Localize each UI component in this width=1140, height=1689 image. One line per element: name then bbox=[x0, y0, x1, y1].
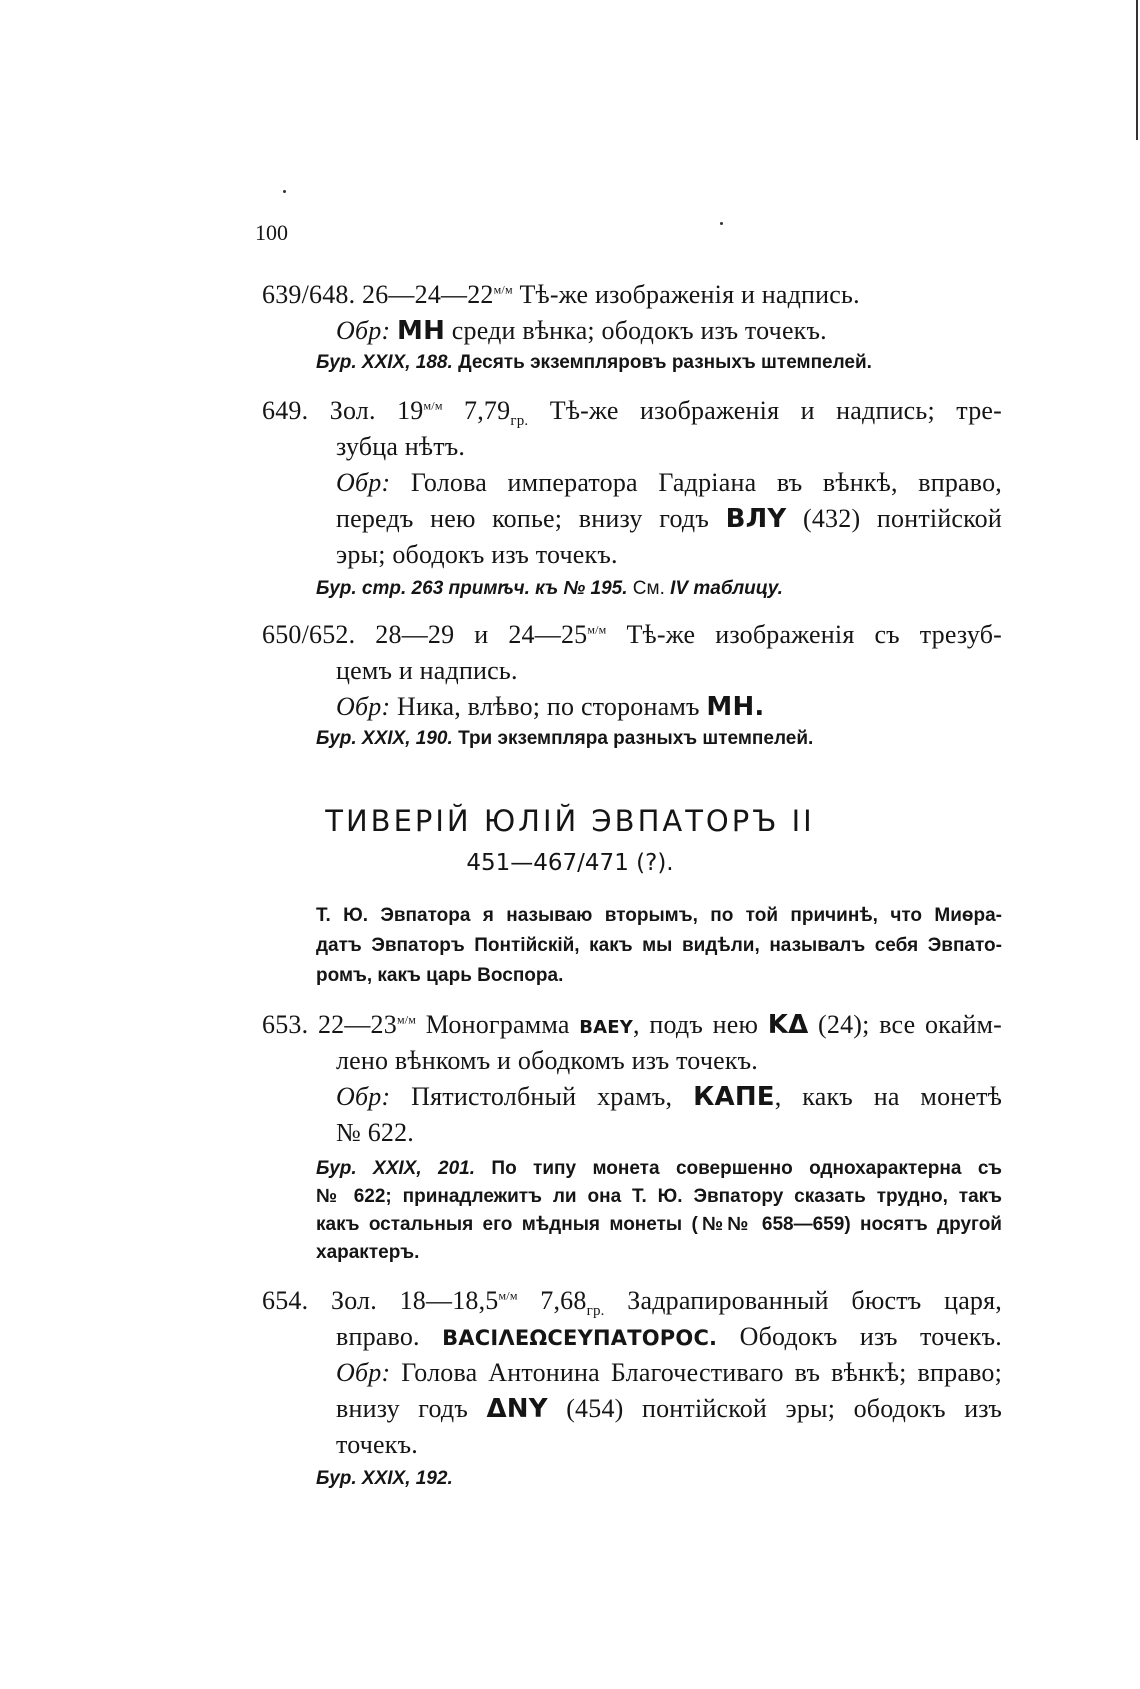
reference-line: Бур. стр. 263 примѣч. къ № 195. См. IV таблицу. bbox=[316, 578, 783, 599]
page-number: 100 bbox=[255, 220, 288, 245]
entry-number: 650/652. bbox=[262, 620, 356, 649]
intro-line: Т. Ю. Эвпатора я называю вторымъ, по той причинѣ, что Миѳра- bbox=[316, 905, 1002, 926]
entry-line: 639/648. $26—24—22^{м/м}$ Тѣ-же изображенія и надпись. bbox=[262, 280, 860, 309]
entry-number: 654. bbox=[262, 1286, 309, 1315]
year-monogram: ΔΝΥ bbox=[486, 1394, 548, 1424]
entry-line: 650/652. 28—29 и $24—25^{м/м}$ Тѣ-же изображенія съ трезуб- bbox=[262, 620, 1002, 649]
coin-legend: ΒΑCΙΛΕΩCΕΥΠΑΤΟΡΟC. bbox=[442, 1326, 718, 1350]
entry-line: 654. Зол. $18—18,5^{м/м}$ $7,68_{гр.}$ Задрапированный бюстъ царя, bbox=[262, 1286, 1002, 1320]
monogram: МН. bbox=[706, 692, 765, 722]
scan-edge-line bbox=[1136, 0, 1138, 140]
obverse-line: Обр: Пятистолбный храмъ, КАПЕ, какъ на монетѣ bbox=[336, 1082, 1003, 1112]
section-title: ТИВЕРІЙ ЮЛІЙ ЭВПАТОРЪ II bbox=[325, 804, 815, 838]
book-page: 100 639/648. $26—24—22^{м/м}$ Тѣ-же изображенія и надпись. Обр: МН среди вѣнка; ободокъ изъ точекъ. Бур. XXIX, 188. Десять экземпляровъ разныхъ штемпелей. 649. Зол. $19^{м/м}$ $7,79_{гр.}$ Тѣ-же изображенія и надпись; тре- зубца нѣтъ. Обр: Голова императора Гадріана въ вѣнкѣ, вправо, передъ нею копье; внизу годъ ВЛY (432) понтійской эры; ободокъ изъ точекъ. Бур. стр. 263 примѣч. къ № 195. См. IV таблицу. 650/652. 28—29 и $24—25^{м/м}$ Тѣ-же изображенія съ трезуб- цемъ и надпись. Обр: Ника, влѣво; по сторонамъ МН. Бур. XXIX, 190. Три экземпляра разныхъ штемпелей. ТИВЕРІЙ ЮЛІЙ ЭВПАТОРЪ II 451—467/471 (?). Т. Ю. Эвпатора я называю вторымъ, по той причинѣ, что Миѳра- датъ Эвпаторъ Понтійскій, какъ мы видѣли, называлъ себя Эвпато- ромъ, какъ царь Воспора. 653. $22—23^{м/м}$ Монограмма ΒΑΕΥ, подъ нею ΚΔ (24); все окайм- лено вѣнкомъ и ободкомъ изъ точекъ. Обр: Пятистолбный храмъ, КАПЕ, какъ на монетѣ № 622. Бур. XXIX, 201. По типу монета совершенно однохарактерна съ № 622; принадлежитъ ли она Т. Ю. Эвпатору сказать трудно, такъ какъ остальныя его мѣдныя монеты (№№ 658—659) носятъ другой характеръ. 654. Зол. $18—18,5^{м/м}$ $7,68_{гр.}$ Задрапированный бюстъ царя, вправо. ΒΑCΙΛΕΩCΕΥΠΑΤΟΡΟC. Ободокъ изъ точекъ. Обр: Голова Антонина Благочестиваго въ вѣнкѣ; вправо; внизу годъ ΔΝΥ (454) понтійской эры; ободокъ изъ точекъ. Бур. XXIX, 192. bbox=[0, 0, 1140, 1689]
year-monogram: ВЛY bbox=[725, 504, 787, 534]
reference-line: Бур. XXIX, 201. По типу монета совершенно однохарактерна съ bbox=[316, 1158, 1002, 1179]
obverse-line: Обр: Ника, влѣво; по сторонамъ МН. bbox=[336, 692, 765, 722]
section-years: 451—467/471 (?). bbox=[466, 850, 674, 876]
entry-number: 653. bbox=[262, 1010, 309, 1039]
entry-line: 649. Зол. $19^{м/м}$ $7,79_{гр.}$ Тѣ-же изображенія и надпись; тре- bbox=[262, 396, 1002, 430]
obverse-line: Обр: МН среди вѣнка; ободокъ изъ точекъ. bbox=[336, 316, 827, 346]
monogram: МН bbox=[397, 316, 446, 346]
obverse-line: Обр: Голова императора Гадріана въ вѣнкѣ, вправо, bbox=[336, 468, 1002, 497]
obverse-line: Обр: Голова Антонина Благочестиваго въ вѣнкѣ; вправо; bbox=[336, 1358, 1002, 1387]
reference-line: Бур. XXIX, 188. Десять экземпляровъ разныхъ штемпелей. bbox=[316, 352, 872, 373]
monogram: КАПЕ bbox=[693, 1082, 775, 1112]
scan-speck bbox=[720, 222, 723, 225]
scan-speck bbox=[283, 190, 286, 193]
entry-number: 649. bbox=[262, 396, 309, 425]
reference-line: Бур. XXIX, 190. Три экземпляра разныхъ штемпелей. bbox=[316, 728, 814, 749]
intro-line: датъ Эвпаторъ Понтійскій, какъ мы видѣли, называлъ себя Эвпато- bbox=[316, 935, 1002, 956]
reference-line: Бур. XXIX, 192. bbox=[316, 1468, 453, 1489]
entry-line: 653. $22—23^{м/м}$ Монограмма ΒΑΕΥ, подъ нею ΚΔ (24); все окайм- bbox=[262, 1010, 1002, 1040]
year-monogram: ΚΔ bbox=[767, 1010, 809, 1040]
monogram: ΒΑΕΥ bbox=[579, 1017, 633, 1038]
intro-line: ромъ, какъ царь Воспора. bbox=[316, 965, 564, 986]
entry-number: 639/648. bbox=[262, 280, 356, 309]
